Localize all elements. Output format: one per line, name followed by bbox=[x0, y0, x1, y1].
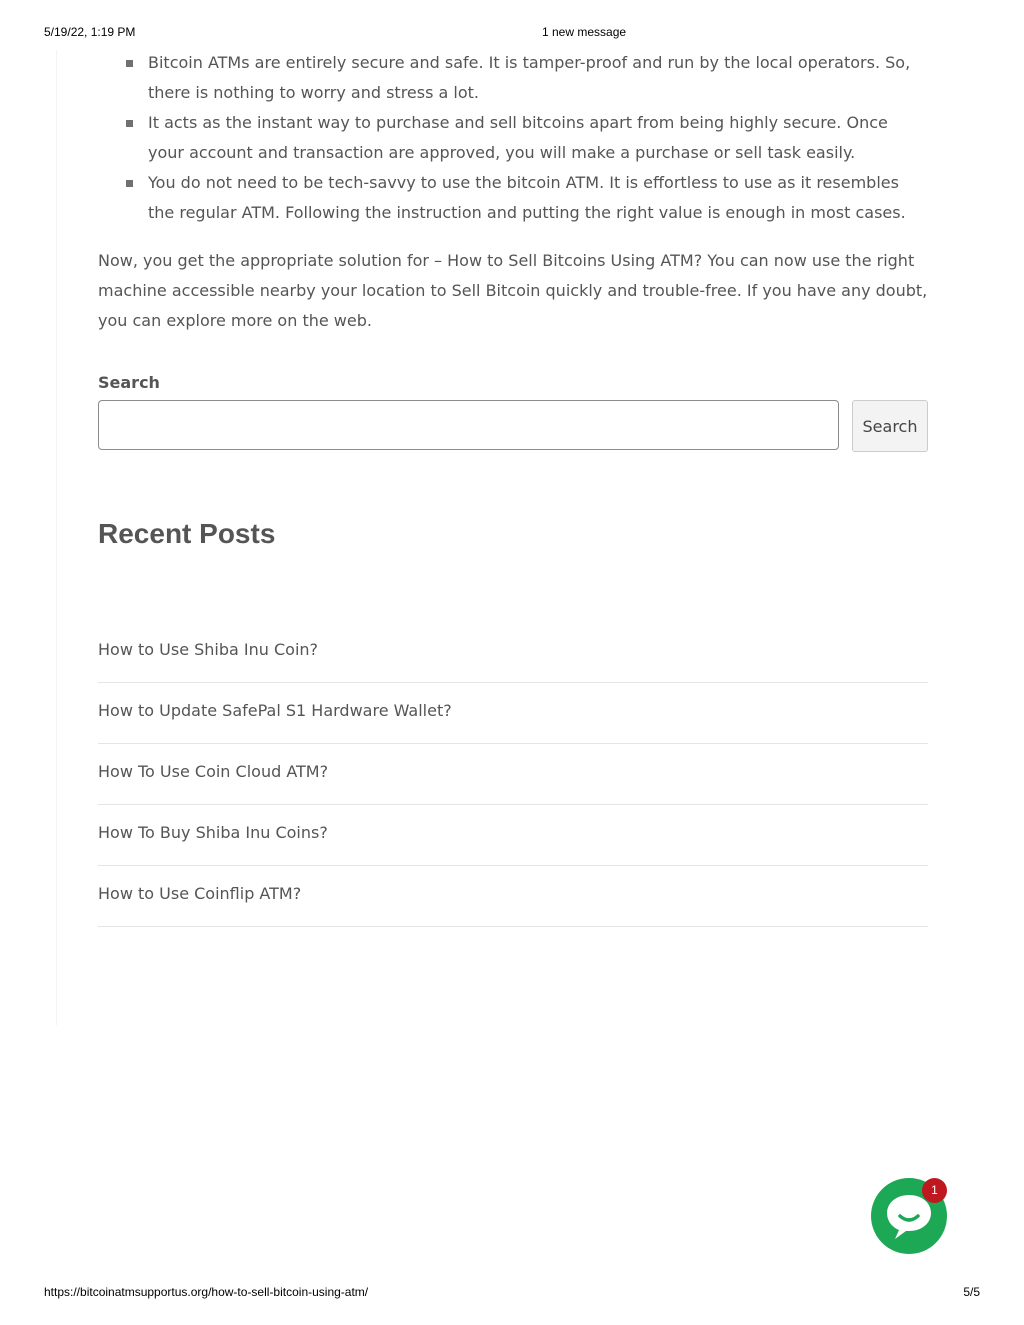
notification-badge: 1 bbox=[922, 1178, 947, 1203]
search-label: Search bbox=[98, 373, 160, 392]
print-date: 5/19/22, 1:19 PM bbox=[44, 25, 136, 39]
recent-post-link[interactable]: How to Update SafePal S1 Hardware Wallet? bbox=[98, 701, 452, 720]
recent-posts-heading: Recent Posts bbox=[98, 518, 276, 549]
list-item-text: Bitcoin ATMs are entirely secure and safe. It is tamper-proof and run by the local operators. So, there is nothing to worry and stress a lot. bbox=[148, 53, 911, 102]
list-item bbox=[98, 805, 928, 866]
recent-post-link[interactable]: How To Buy Shiba Inu Coins? bbox=[98, 823, 328, 842]
list-item bbox=[98, 744, 928, 805]
print-header bbox=[0, 25, 1024, 41]
recent-post-link[interactable]: How To Use Coin Cloud ATM? bbox=[98, 762, 329, 781]
recent-post-link[interactable]: How to Use Coinflip ATM? bbox=[98, 884, 302, 903]
benefits-list bbox=[98, 48, 928, 228]
list-item-text: It acts as the instant way to purchase and sell bitcoins apart from being highly secure. Once your account and transaction are approved, you will make a purchase or sell task easily. bbox=[148, 113, 888, 162]
bullet-square-icon bbox=[126, 120, 133, 127]
recent-post-link[interactable]: How to Use Shiba Inu Coin? bbox=[98, 640, 319, 659]
bullet-square-icon bbox=[126, 60, 133, 67]
list-item-text: You do not need to be tech-savvy to use the bitcoin ATM. It is effortless to use as it resembles the regular ATM. Following the instruction and putting the right value is enough in most cases. bbox=[148, 173, 906, 222]
list-item bbox=[148, 168, 928, 228]
list-item bbox=[98, 622, 928, 683]
search-button[interactable]: Search bbox=[852, 400, 928, 452]
list-item bbox=[148, 48, 928, 108]
page-number: 5/5 bbox=[963, 1285, 980, 1299]
content-divider bbox=[56, 50, 57, 1025]
list-item bbox=[98, 683, 928, 744]
article-content bbox=[98, 48, 928, 336]
print-title: 1 new message bbox=[542, 25, 627, 39]
print-footer bbox=[0, 1285, 1024, 1301]
list-item bbox=[98, 866, 928, 927]
recent-posts-list bbox=[98, 622, 928, 927]
list-item bbox=[148, 108, 928, 168]
page-url: https://bitcoinatmsupportus.org/how-to-sell-bitcoin-using-atm/ bbox=[44, 1285, 369, 1299]
conclusion-paragraph: Now, you get the appropriate solution for – How to Sell Bitcoins Using ATM? You can now use the right machine accessible nearby your location to Sell Bitcoin quickly and trouble-free. If you have any doubt, you can explore more on the web. bbox=[98, 251, 928, 330]
search-input[interactable] bbox=[98, 400, 839, 450]
bullet-square-icon bbox=[126, 180, 133, 187]
